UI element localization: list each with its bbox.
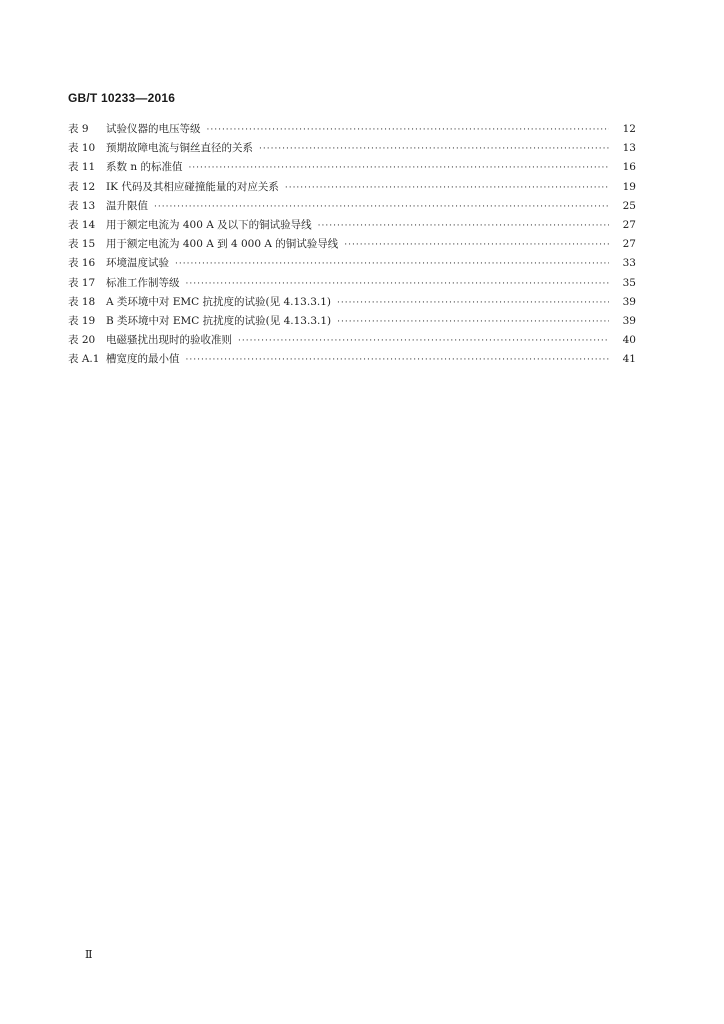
page-number-footer: Ⅱ [85,948,93,961]
toc-title: IK 代码及其相应碰撞能量的对应关系 [106,180,279,193]
toc-page-number: 27 [622,238,636,251]
toc-leader-dots [207,125,610,135]
toc-row[interactable] [68,294,636,313]
toc-title: 试验仪器的电压等级 [106,123,201,135]
toc-table-number: 表 14 [68,218,96,231]
toc-leader-dots [175,259,609,269]
toc-title: 用于额定电流为 400 A 到 4 000 A 的铜试验导线 [106,238,339,251]
toc-table-number: 表 18 [68,295,96,308]
toc-leader-dots [337,317,609,327]
toc-page-number: 16 [622,161,636,174]
toc-row[interactable] [68,140,636,159]
toc-leader-dots [186,279,610,289]
toc-page-number: 19 [622,180,636,193]
toc-table-number: 表 19 [68,314,96,327]
toc-leader-dots [344,240,609,250]
toc-page-number: 35 [622,276,636,289]
toc-table-number: 表 10 [68,142,96,155]
toc-title: 环境温度试验 [106,257,169,270]
toc-title: A 类环境中对 EMC 抗扰度的试验(见 4.13.3.1) [106,295,331,308]
toc-title: 温升限值 [106,199,148,212]
toc-leader-dots [188,163,609,173]
toc-leader-dots [285,183,609,193]
toc-row[interactable] [68,121,636,140]
toc-row[interactable] [68,159,636,178]
toc-table-number: 表 11 [68,161,96,174]
toc-page-number: 39 [622,295,636,308]
toc-row[interactable] [68,275,636,294]
toc-title: 预期故障电流与铜丝直径的关系 [106,142,253,155]
toc-leader-dots [154,202,609,212]
toc-table-number: 表 12 [68,180,96,193]
toc-page-number: 33 [622,257,636,270]
toc-row[interactable] [68,236,636,255]
toc-title: 用于额定电流为 400 A 及以下的铜试验导线 [106,218,312,231]
toc-row[interactable] [68,332,636,351]
toc-leader-dots [186,355,610,365]
toc-page-number: 12 [622,123,636,135]
toc-title: B 类环境中对 EMC 抗扰度的试验(见 4.13.3.1) [106,314,332,327]
toc-table-number: 表 17 [68,276,96,289]
toc-table-number: 表 A.1 [68,353,100,366]
toc-row[interactable] [68,351,636,370]
toc-table-number: 表 20 [68,334,96,347]
toc-leader-dots [318,221,609,231]
toc-page-number: 25 [622,199,636,212]
toc-row[interactable] [68,313,636,332]
toc-row[interactable] [68,255,636,274]
toc-page-number: 13 [622,142,636,155]
toc-title: 槽宽度的最小值 [106,353,180,366]
toc-table-number: 表 9 [68,123,89,135]
table-of-tables [68,121,636,370]
toc-table-number: 表 13 [68,199,96,212]
toc-table-number: 表 15 [68,238,96,251]
toc-title: 标准工作制等级 [106,276,180,289]
toc-leader-dots [259,144,609,154]
toc-leader-dots [238,336,609,346]
toc-title: 系数 n 的标准值 [106,161,183,174]
toc-table-number: 表 16 [68,257,96,270]
toc-page-number: 41 [622,353,636,366]
toc-row[interactable] [68,217,636,236]
toc-page-number: 27 [622,218,636,231]
toc-page-number: 39 [622,314,636,327]
document-id-header: GB/T 10233—2016 [68,91,176,105]
toc-leader-dots [337,298,609,308]
toc-row[interactable] [68,198,636,217]
toc-page-number: 40 [622,334,636,347]
toc-title: 电磁骚扰出现时的验收准则 [106,334,232,347]
toc-row[interactable] [68,179,636,198]
